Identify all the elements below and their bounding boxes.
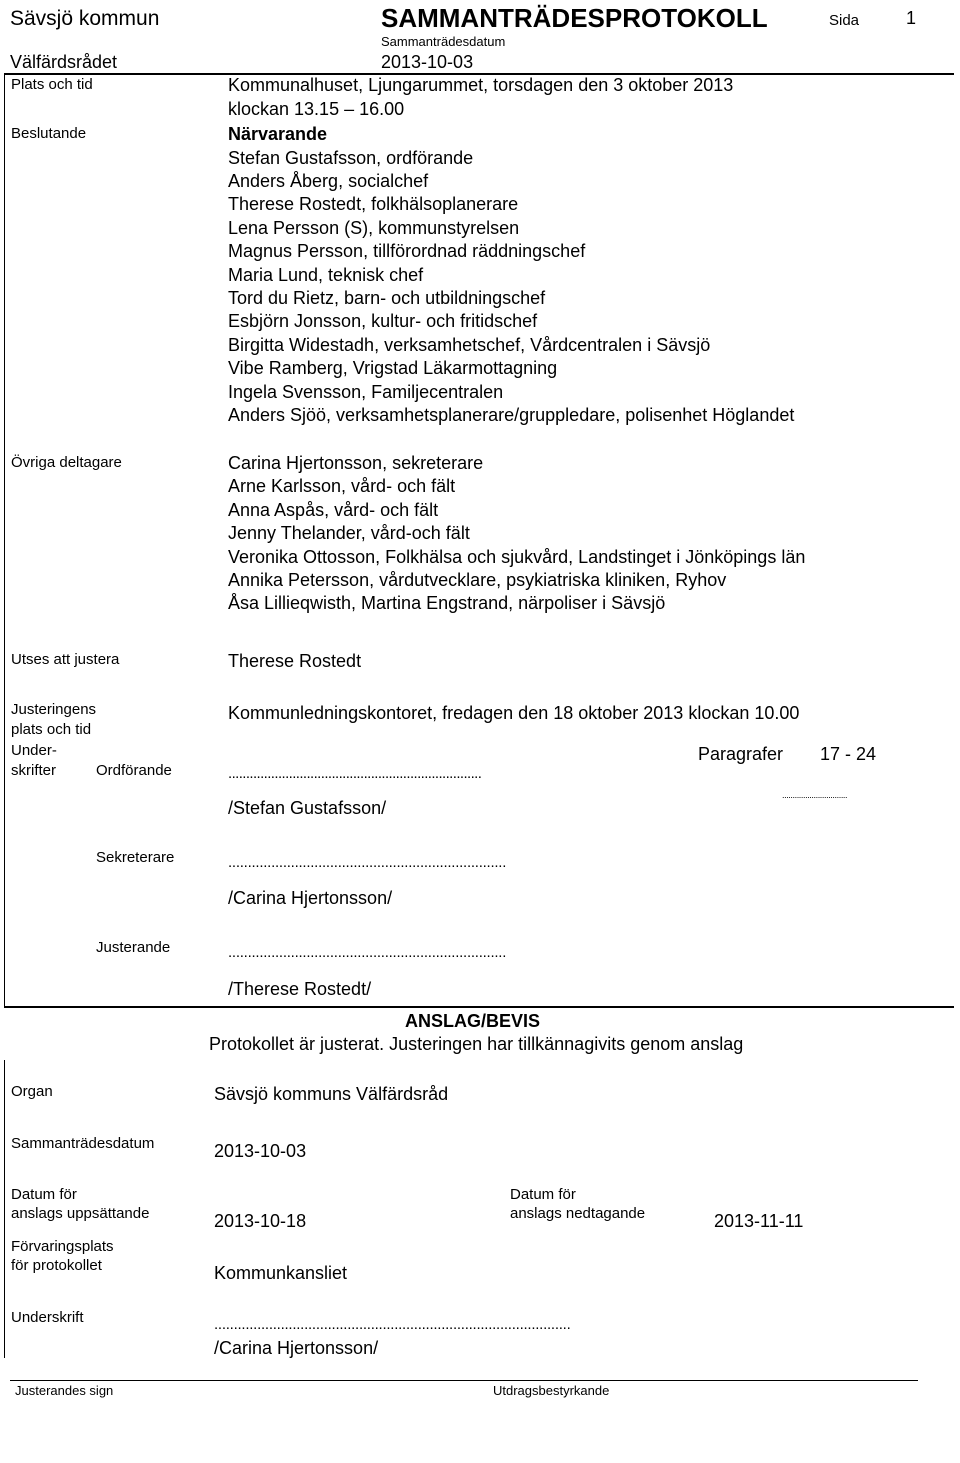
notice-signature-line: ........................................................................................... xyxy=(214,1316,571,1333)
list-item: Therese Rostedt, folkhälsoplanerare xyxy=(228,194,519,215)
organ-value: Sävsjö kommuns Välfärdsråd xyxy=(214,1084,449,1104)
list-item: Jenny Thelander, vård-och fält xyxy=(228,523,470,544)
chair-label: Ordförande xyxy=(96,762,172,779)
document-title: SAMMANTRÄDESPROTOKOLL xyxy=(381,3,768,33)
notice-meeting-date-value: 2013-10-03 xyxy=(214,1141,307,1161)
place-label: Plats och tid xyxy=(11,76,93,93)
adjusting-signer-label: Justerande xyxy=(96,939,171,956)
posted-date-value: 2013-10-18 xyxy=(214,1211,307,1231)
list-item: Stefan Gustafsson, ordförande xyxy=(228,147,474,168)
list-item: Arne Karlsson, vård- och fält xyxy=(228,476,456,497)
list-item: Annika Petersson, vårdutvecklare, psykiatriska kliniken, Ryhov xyxy=(228,570,727,591)
adjustment-label-1: Justeringens xyxy=(11,701,97,718)
municipality-name: Sävsjö kommun xyxy=(10,7,160,30)
list-item: Magnus Persson, tillförordnad räddningschef xyxy=(228,241,586,262)
list-item: Tord du Rietz, barn- och utbildningschef xyxy=(228,287,546,308)
list-item: Birgitta Widestadh, verksamhetschef, Vårdcentralen i Sävsjö xyxy=(228,334,711,355)
list-item: Åsa Lillieqwisth, Martina Engstrand, närpoliser i Sävsjö xyxy=(228,593,666,614)
footer-divider xyxy=(10,1380,918,1381)
paragraphs-label: Paragrafer xyxy=(698,744,784,764)
paragraphs-signature-line: ............................... xyxy=(782,790,848,800)
list-item: Anna Aspås, vård- och fält xyxy=(228,499,439,520)
list-item: Anders Åberg, socialchef xyxy=(228,170,429,191)
notice-text: Protokollet är justerat. Justeringen har tillkännagivits genom anslag xyxy=(209,1034,744,1054)
signatures-label-2: skrifter xyxy=(11,762,56,779)
page-number: 1 xyxy=(906,8,917,28)
adjuster-signature-line: ....................................................................... xyxy=(228,944,507,961)
left-frame-line xyxy=(4,73,5,1007)
removed-date-label-2: anslags nedtagande xyxy=(510,1205,646,1222)
adjustment-label-2: plats och tid xyxy=(11,721,92,738)
signature-label: Underskrift xyxy=(11,1309,84,1326)
place-line-1: Kommunalhuset, Ljungarummet, torsdagen den 3 oktober 2013 xyxy=(228,75,734,95)
list-item: Esbjörn Jonsson, kultur- och fritidschef xyxy=(228,311,538,332)
adjustment-value: Kommunledningskontoret, fredagen den 18 oktober 2013 klockan 10.00 xyxy=(228,703,800,723)
organ-label: Organ xyxy=(11,1083,53,1100)
adjuster-signature-name: /Therese Rostedt/ xyxy=(228,979,372,999)
list-item: Maria Lund, teknisk chef xyxy=(228,264,424,285)
meeting-body: Välfärdsrådet xyxy=(10,52,118,72)
list-item: Carina Hjertonsson, sekreterare xyxy=(228,453,484,473)
chair-signature-line: ....................................................................... xyxy=(228,765,482,782)
page-label: Sida xyxy=(829,12,860,29)
removed-date-label-1: Datum för xyxy=(510,1186,576,1203)
list-item: Ingela Svensson, Familjecentralen xyxy=(228,381,504,402)
storage-label-1: Förvaringsplats xyxy=(11,1238,114,1255)
notice-meeting-date-label: Sammanträdesdatum xyxy=(11,1135,155,1152)
notice-divider xyxy=(4,1006,954,1008)
signatures-label-1: Under- xyxy=(11,742,57,759)
posted-date-label-1: Datum för xyxy=(11,1186,77,1203)
list-item: Veronika Ottosson, Folkhälsa och sjukvård, Landstinget i Jönköpings län xyxy=(228,546,806,567)
footer-extract-verification: Utdragsbestyrkande xyxy=(493,1383,610,1398)
secretary-signature-line: ....................................................................... xyxy=(228,854,507,871)
decision-makers-label: Beslutande xyxy=(11,125,87,142)
adjuster-label: Utses att justera xyxy=(11,651,120,668)
list-item: Anders Sjöö, verksamhetsplanerare/gruppledare, polisenhet Höglandet xyxy=(228,404,795,425)
meeting-date-label: Sammanträdesdatum xyxy=(381,34,506,49)
footer-adjuster-sign: Justerandes sign xyxy=(15,1383,114,1398)
posted-date-label-2: anslags uppsättande xyxy=(11,1205,150,1222)
notice-signature-name: /Carina Hjertonsson/ xyxy=(214,1338,379,1358)
list-item: Vibe Ramberg, Vrigstad Läkarmottagning xyxy=(228,358,558,379)
paragraphs-value: 17 - 24 xyxy=(820,744,877,764)
adjuster-name: Therese Rostedt xyxy=(228,651,362,671)
storage-label-2: för protokollet xyxy=(11,1257,102,1274)
storage-value: Kommunkansliet xyxy=(214,1263,348,1283)
removed-date-value: 2013-11-11 xyxy=(714,1211,804,1231)
secretary-label: Sekreterare xyxy=(96,849,175,866)
list-item: Lena Persson (S), kommunstyrelsen xyxy=(228,217,520,238)
chair-name: /Stefan Gustafsson/ xyxy=(228,798,387,818)
notice-heading: ANSLAG/BEVIS xyxy=(405,1011,541,1031)
place-line-2: klockan 13.15 – 16.00 xyxy=(228,99,405,119)
meeting-date: 2013-10-03 xyxy=(381,52,474,72)
left-frame-line-lower xyxy=(4,1060,5,1358)
secretary-name: /Carina Hjertonsson/ xyxy=(228,888,393,908)
decision-makers-list xyxy=(228,147,794,428)
present-heading: Närvarande xyxy=(228,124,328,144)
other-participants-list xyxy=(228,452,805,616)
other-participants-label: Övriga deltagare xyxy=(11,454,122,471)
